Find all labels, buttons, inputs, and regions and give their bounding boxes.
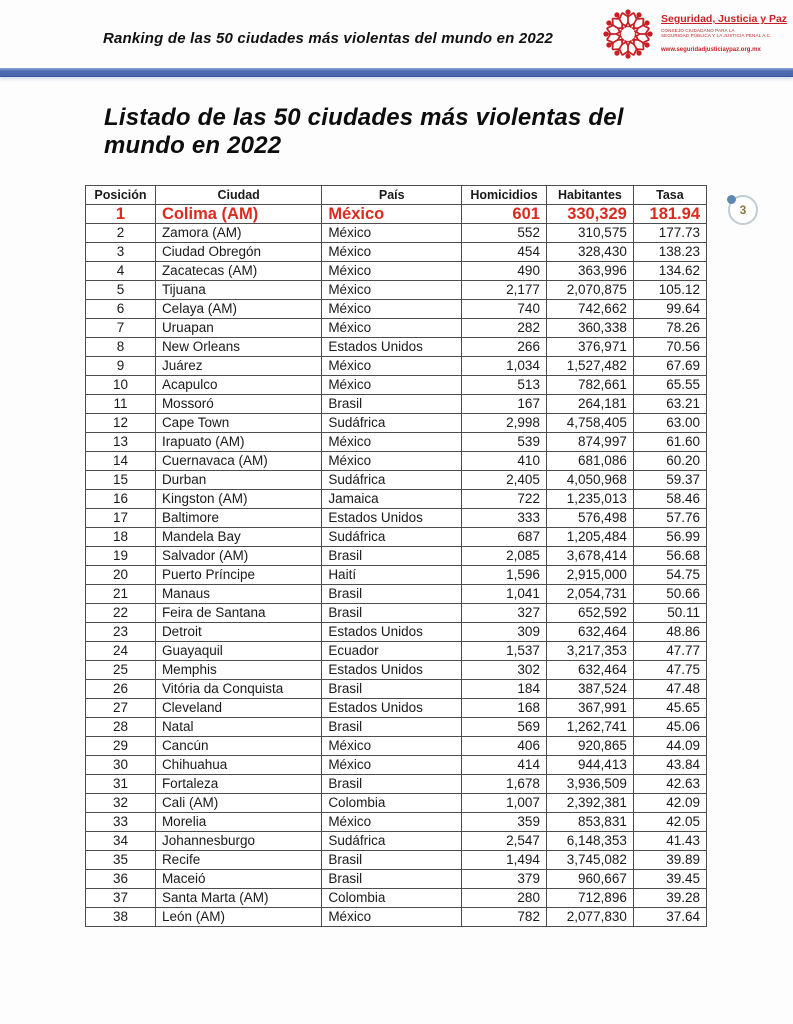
cell-population: 712,896 (546, 889, 633, 908)
cell-city: Vitória da Conquista (155, 680, 321, 699)
table-row (86, 471, 707, 490)
table-row (86, 813, 707, 832)
cell-country: Jamaica (322, 490, 462, 509)
cell-homicides: 1,041 (462, 585, 547, 604)
cell-population: 920,865 (546, 737, 633, 756)
cell-country: México (322, 756, 462, 775)
cell-population: 360,338 (546, 319, 633, 338)
cell-rate: 63.21 (633, 395, 706, 414)
cell-city: Zacatecas (AM) (155, 262, 321, 281)
cell-pos: 24 (86, 642, 156, 661)
cell-pos: 28 (86, 718, 156, 737)
cell-pos: 25 (86, 661, 156, 680)
cell-city: Chihuahua (155, 756, 321, 775)
cell-rate: 58.46 (633, 490, 706, 509)
cell-rate: 78.26 (633, 319, 706, 338)
cell-pos: 36 (86, 870, 156, 889)
cell-country: Brasil (322, 870, 462, 889)
cell-pos: 34 (86, 832, 156, 851)
cell-population: 853,831 (546, 813, 633, 832)
people-circle-logo-icon (599, 5, 657, 63)
cell-population: 2,392,381 (546, 794, 633, 813)
cell-rate: 42.05 (633, 813, 706, 832)
cell-country: México (322, 319, 462, 338)
cell-pos: 11 (86, 395, 156, 414)
cell-pos: 38 (86, 908, 156, 927)
cell-country: México (322, 243, 462, 262)
cell-pos: 16 (86, 490, 156, 509)
column-header: Posición (86, 186, 156, 205)
cell-homicides: 539 (462, 433, 547, 452)
cell-pos: 22 (86, 604, 156, 623)
cell-city: Cleveland (155, 699, 321, 718)
cell-country: México (322, 262, 462, 281)
cell-city: Kingston (AM) (155, 490, 321, 509)
cell-homicides: 168 (462, 699, 547, 718)
cell-country: Estados Unidos (322, 623, 462, 642)
table-row (86, 794, 707, 813)
table-row (86, 870, 707, 889)
cell-country: México (322, 300, 462, 319)
cell-rate: 41.43 (633, 832, 706, 851)
cell-rate: 67.69 (633, 357, 706, 376)
cell-city: Salvador (AM) (155, 547, 321, 566)
cell-population: 681,086 (546, 452, 633, 471)
cell-rate: 39.89 (633, 851, 706, 870)
cell-pos: 2 (86, 224, 156, 243)
cell-homicides: 359 (462, 813, 547, 832)
cell-rate: 181.94 (633, 205, 706, 224)
table-row (86, 528, 707, 547)
cell-rate: 50.66 (633, 585, 706, 604)
table-row (86, 281, 707, 300)
cell-rate: 47.48 (633, 680, 706, 699)
cell-homicides: 2,998 (462, 414, 547, 433)
table-row (86, 509, 707, 528)
cell-population: 3,745,082 (546, 851, 633, 870)
table-row (86, 851, 707, 870)
cell-pos: 23 (86, 623, 156, 642)
table-header-row (86, 186, 707, 205)
org-url: www.seguridadjusticiaypaz.org.mx (661, 47, 761, 54)
cell-city: Natal (155, 718, 321, 737)
cell-city: Memphis (155, 661, 321, 680)
cell-country: México (322, 908, 462, 927)
table-row (86, 376, 707, 395)
cell-rate: 63.00 (633, 414, 706, 433)
cell-country: Estados Unidos (322, 661, 462, 680)
cell-population: 2,915,000 (546, 566, 633, 585)
cell-population: 3,678,414 (546, 547, 633, 566)
cell-city: Mandela Bay (155, 528, 321, 547)
cell-country: Brasil (322, 718, 462, 737)
cell-population: 4,050,968 (546, 471, 633, 490)
cell-city: Cali (AM) (155, 794, 321, 813)
cell-city: Cuernavaca (AM) (155, 452, 321, 471)
cell-city: Recife (155, 851, 321, 870)
running-header-title: Ranking de las 50 ciudades más violentas del mundo en 2022 (102, 30, 554, 47)
cell-rate: 54.75 (633, 566, 706, 585)
cell-rate: 65.55 (633, 376, 706, 395)
table-row (86, 623, 707, 642)
cell-pos: 14 (86, 452, 156, 471)
org-logo-text (661, 14, 787, 54)
table-row (86, 604, 707, 623)
table-row (86, 908, 707, 927)
cell-pos: 30 (86, 756, 156, 775)
cell-country: Brasil (322, 775, 462, 794)
cell-pos: 20 (86, 566, 156, 585)
cell-pos: 9 (86, 357, 156, 376)
cell-city: Celaya (AM) (155, 300, 321, 319)
table-row (86, 433, 707, 452)
cell-city: Manaus (155, 585, 321, 604)
cell-pos: 8 (86, 338, 156, 357)
cell-homicides: 782 (462, 908, 547, 927)
cell-rate: 105.12 (633, 281, 706, 300)
cell-population: 367,991 (546, 699, 633, 718)
cell-pos: 15 (86, 471, 156, 490)
table-row (86, 832, 707, 851)
cell-pos: 12 (86, 414, 156, 433)
cell-rate: 42.09 (633, 794, 706, 813)
cell-pos: 29 (86, 737, 156, 756)
cell-pos: 31 (86, 775, 156, 794)
cell-country: Colombia (322, 794, 462, 813)
cell-rate: 45.06 (633, 718, 706, 737)
table-row (86, 718, 707, 737)
cell-rate: 70.56 (633, 338, 706, 357)
cell-country: México (322, 813, 462, 832)
cell-rate: 56.99 (633, 528, 706, 547)
cell-country: México (322, 452, 462, 471)
cell-population: 3,217,353 (546, 642, 633, 661)
cell-homicides: 687 (462, 528, 547, 547)
cell-population: 742,662 (546, 300, 633, 319)
cell-homicides: 410 (462, 452, 547, 471)
cell-homicides: 282 (462, 319, 547, 338)
table-body (86, 205, 707, 927)
cell-rate: 59.37 (633, 471, 706, 490)
cell-population: 3,936,509 (546, 775, 633, 794)
cell-population: 387,524 (546, 680, 633, 699)
cell-population: 6,148,353 (546, 832, 633, 851)
cell-rate: 50.11 (633, 604, 706, 623)
cell-country: México (322, 281, 462, 300)
cell-homicides: 454 (462, 243, 547, 262)
cell-rate: 56.68 (633, 547, 706, 566)
cell-population: 782,661 (546, 376, 633, 395)
cell-population: 632,464 (546, 623, 633, 642)
cell-population: 264,181 (546, 395, 633, 414)
document-header (0, 0, 793, 68)
cell-rate: 61.60 (633, 433, 706, 452)
cell-country: México (322, 205, 462, 224)
cell-homicides: 740 (462, 300, 547, 319)
table-row (86, 319, 707, 338)
cell-country: Sudáfrica (322, 414, 462, 433)
table-row (86, 224, 707, 243)
cell-city: Uruapan (155, 319, 321, 338)
cell-population: 376,971 (546, 338, 633, 357)
cell-homicides: 280 (462, 889, 547, 908)
cell-homicides: 722 (462, 490, 547, 509)
cell-homicides: 302 (462, 661, 547, 680)
cell-population: 2,070,875 (546, 281, 633, 300)
cell-pos: 10 (86, 376, 156, 395)
cell-city: Irapuato (AM) (155, 433, 321, 452)
cell-pos: 37 (86, 889, 156, 908)
page-number-badge[interactable] (728, 195, 758, 225)
cell-country: México (322, 376, 462, 395)
cell-city: Santa Marta (AM) (155, 889, 321, 908)
table-row (86, 300, 707, 319)
cell-city: Cancún (155, 737, 321, 756)
cell-rate: 45.65 (633, 699, 706, 718)
table-row (86, 737, 707, 756)
cell-city: Morelia (155, 813, 321, 832)
table-row (86, 661, 707, 680)
cell-population: 310,575 (546, 224, 633, 243)
cell-homicides: 569 (462, 718, 547, 737)
table-row (86, 699, 707, 718)
cell-country: Estados Unidos (322, 509, 462, 528)
cell-homicides: 333 (462, 509, 547, 528)
table-row (86, 775, 707, 794)
cell-country: México (322, 737, 462, 756)
cell-rate: 99.64 (633, 300, 706, 319)
cell-country: Ecuador (322, 642, 462, 661)
table-row (86, 585, 707, 604)
cell-city: Juárez (155, 357, 321, 376)
cell-country: Haití (322, 566, 462, 585)
cell-population: 576,498 (546, 509, 633, 528)
cell-homicides: 379 (462, 870, 547, 889)
cell-rate: 177.73 (633, 224, 706, 243)
cell-city: New Orleans (155, 338, 321, 357)
cell-pos: 19 (86, 547, 156, 566)
cell-population: 960,667 (546, 870, 633, 889)
cell-country: México (322, 357, 462, 376)
cell-city: Johannesburgo (155, 832, 321, 851)
accent-divider-bar (0, 68, 793, 77)
cell-city: León (AM) (155, 908, 321, 927)
badge-dot-icon (727, 195, 736, 204)
cell-rate: 138.23 (633, 243, 706, 262)
cell-city: Ciudad Obregón (155, 243, 321, 262)
cell-pos: 1 (86, 205, 156, 224)
table-row (86, 547, 707, 566)
cell-homicides: 406 (462, 737, 547, 756)
cell-homicides: 1,007 (462, 794, 547, 813)
cell-city: Detroit (155, 623, 321, 642)
cell-country: Brasil (322, 395, 462, 414)
cell-population: 4,758,405 (546, 414, 633, 433)
table-row (86, 243, 707, 262)
cell-rate: 42.63 (633, 775, 706, 794)
cell-rate: 134.62 (633, 262, 706, 281)
column-header: Tasa (633, 186, 706, 205)
cell-pos: 21 (86, 585, 156, 604)
cell-population: 874,997 (546, 433, 633, 452)
cell-homicides: 2,177 (462, 281, 547, 300)
cell-population: 2,054,731 (546, 585, 633, 604)
cell-homicides: 1,034 (462, 357, 547, 376)
cell-rate: 39.28 (633, 889, 706, 908)
cell-homicides: 414 (462, 756, 547, 775)
cell-country: Sudáfrica (322, 832, 462, 851)
cell-city: Guayaquil (155, 642, 321, 661)
cell-country: Brasil (322, 547, 462, 566)
cell-country: Brasil (322, 585, 462, 604)
page-title: Listado de las 50 ciudades más violentas del mundo en 2022 (104, 104, 624, 160)
cell-pos: 4 (86, 262, 156, 281)
cell-city: Acapulco (155, 376, 321, 395)
cell-city: Tijuana (155, 281, 321, 300)
cell-rate: 48.86 (633, 623, 706, 642)
table-row (86, 452, 707, 471)
ranking-table (85, 185, 707, 927)
column-header: Habitantes (546, 186, 633, 205)
column-header: Homicidios (462, 186, 547, 205)
cell-city: Feira de Santana (155, 604, 321, 623)
cell-population: 330,329 (546, 205, 633, 224)
cell-homicides: 167 (462, 395, 547, 414)
cell-homicides: 1,494 (462, 851, 547, 870)
cell-pos: 32 (86, 794, 156, 813)
cell-pos: 3 (86, 243, 156, 262)
cell-population: 944,413 (546, 756, 633, 775)
cell-rate: 47.75 (633, 661, 706, 680)
cell-homicides: 2,085 (462, 547, 547, 566)
cell-homicides: 2,547 (462, 832, 547, 851)
cell-city: Zamora (AM) (155, 224, 321, 243)
table-row (86, 395, 707, 414)
cell-country: Brasil (322, 604, 462, 623)
cell-country: México (322, 224, 462, 243)
table-row (86, 205, 707, 224)
cell-homicides: 513 (462, 376, 547, 395)
cell-country: Estados Unidos (322, 338, 462, 357)
table-row (86, 642, 707, 661)
cell-rate: 37.64 (633, 908, 706, 927)
cell-homicides: 1,596 (462, 566, 547, 585)
table-row (86, 889, 707, 908)
cell-population: 1,262,741 (546, 718, 633, 737)
cell-population: 1,235,013 (546, 490, 633, 509)
cell-rate: 43.84 (633, 756, 706, 775)
cell-city: Colima (AM) (155, 205, 321, 224)
cell-country: Brasil (322, 851, 462, 870)
org-name: Seguridad, Justicia y Paz (661, 12, 788, 25)
cell-pos: 7 (86, 319, 156, 338)
cell-population: 363,996 (546, 262, 633, 281)
cell-rate: 44.09 (633, 737, 706, 756)
cell-rate: 57.76 (633, 509, 706, 528)
cell-country: Brasil (322, 680, 462, 699)
cell-population: 652,592 (546, 604, 633, 623)
cell-country: Sudáfrica (322, 471, 462, 490)
cell-homicides: 309 (462, 623, 547, 642)
cell-pos: 6 (86, 300, 156, 319)
cell-country: Sudáfrica (322, 528, 462, 547)
cell-pos: 17 (86, 509, 156, 528)
cell-city: Maceió (155, 870, 321, 889)
cell-rate: 39.45 (633, 870, 706, 889)
cell-homicides: 327 (462, 604, 547, 623)
cell-rate: 60.20 (633, 452, 706, 471)
cell-population: 632,464 (546, 661, 633, 680)
cell-pos: 27 (86, 699, 156, 718)
table-row (86, 756, 707, 775)
org-logo (599, 3, 788, 65)
badge-number: 3 (739, 203, 747, 217)
cell-homicides: 266 (462, 338, 547, 357)
table-row (86, 680, 707, 699)
cell-country: Colombia (322, 889, 462, 908)
cell-population: 2,077,830 (546, 908, 633, 927)
org-subtitle: CONSEJO CIUDADANO PARA LA SEGURIDAD PÚBLICA Y LA JUSTICIA PENAL A.C. (661, 27, 772, 39)
table-row (86, 414, 707, 433)
cell-homicides: 552 (462, 224, 547, 243)
cell-pos: 33 (86, 813, 156, 832)
cell-pos: 26 (86, 680, 156, 699)
cell-country: México (322, 433, 462, 452)
cell-city: Durban (155, 471, 321, 490)
cell-homicides: 1,537 (462, 642, 547, 661)
cell-homicides: 1,678 (462, 775, 547, 794)
cell-population: 1,527,482 (546, 357, 633, 376)
cell-homicides: 2,405 (462, 471, 547, 490)
column-header: Ciudad (155, 186, 321, 205)
cell-rate: 47.77 (633, 642, 706, 661)
cell-pos: 13 (86, 433, 156, 452)
cell-population: 328,430 (546, 243, 633, 262)
table-row (86, 262, 707, 281)
cell-city: Fortaleza (155, 775, 321, 794)
cell-city: Baltimore (155, 509, 321, 528)
cell-homicides: 490 (462, 262, 547, 281)
column-header: País (322, 186, 462, 205)
cell-city: Mossoró (155, 395, 321, 414)
table-row (86, 338, 707, 357)
table-row (86, 490, 707, 509)
cell-pos: 35 (86, 851, 156, 870)
table-row (86, 357, 707, 376)
cell-population: 1,205,484 (546, 528, 633, 547)
cell-homicides: 184 (462, 680, 547, 699)
cell-pos: 18 (86, 528, 156, 547)
cell-city: Cape Town (155, 414, 321, 433)
cell-city: Puerto Príncipe (155, 566, 321, 585)
table-row (86, 566, 707, 585)
cell-homicides: 601 (462, 205, 547, 224)
cell-pos: 5 (86, 281, 156, 300)
cell-country: Estados Unidos (322, 699, 462, 718)
